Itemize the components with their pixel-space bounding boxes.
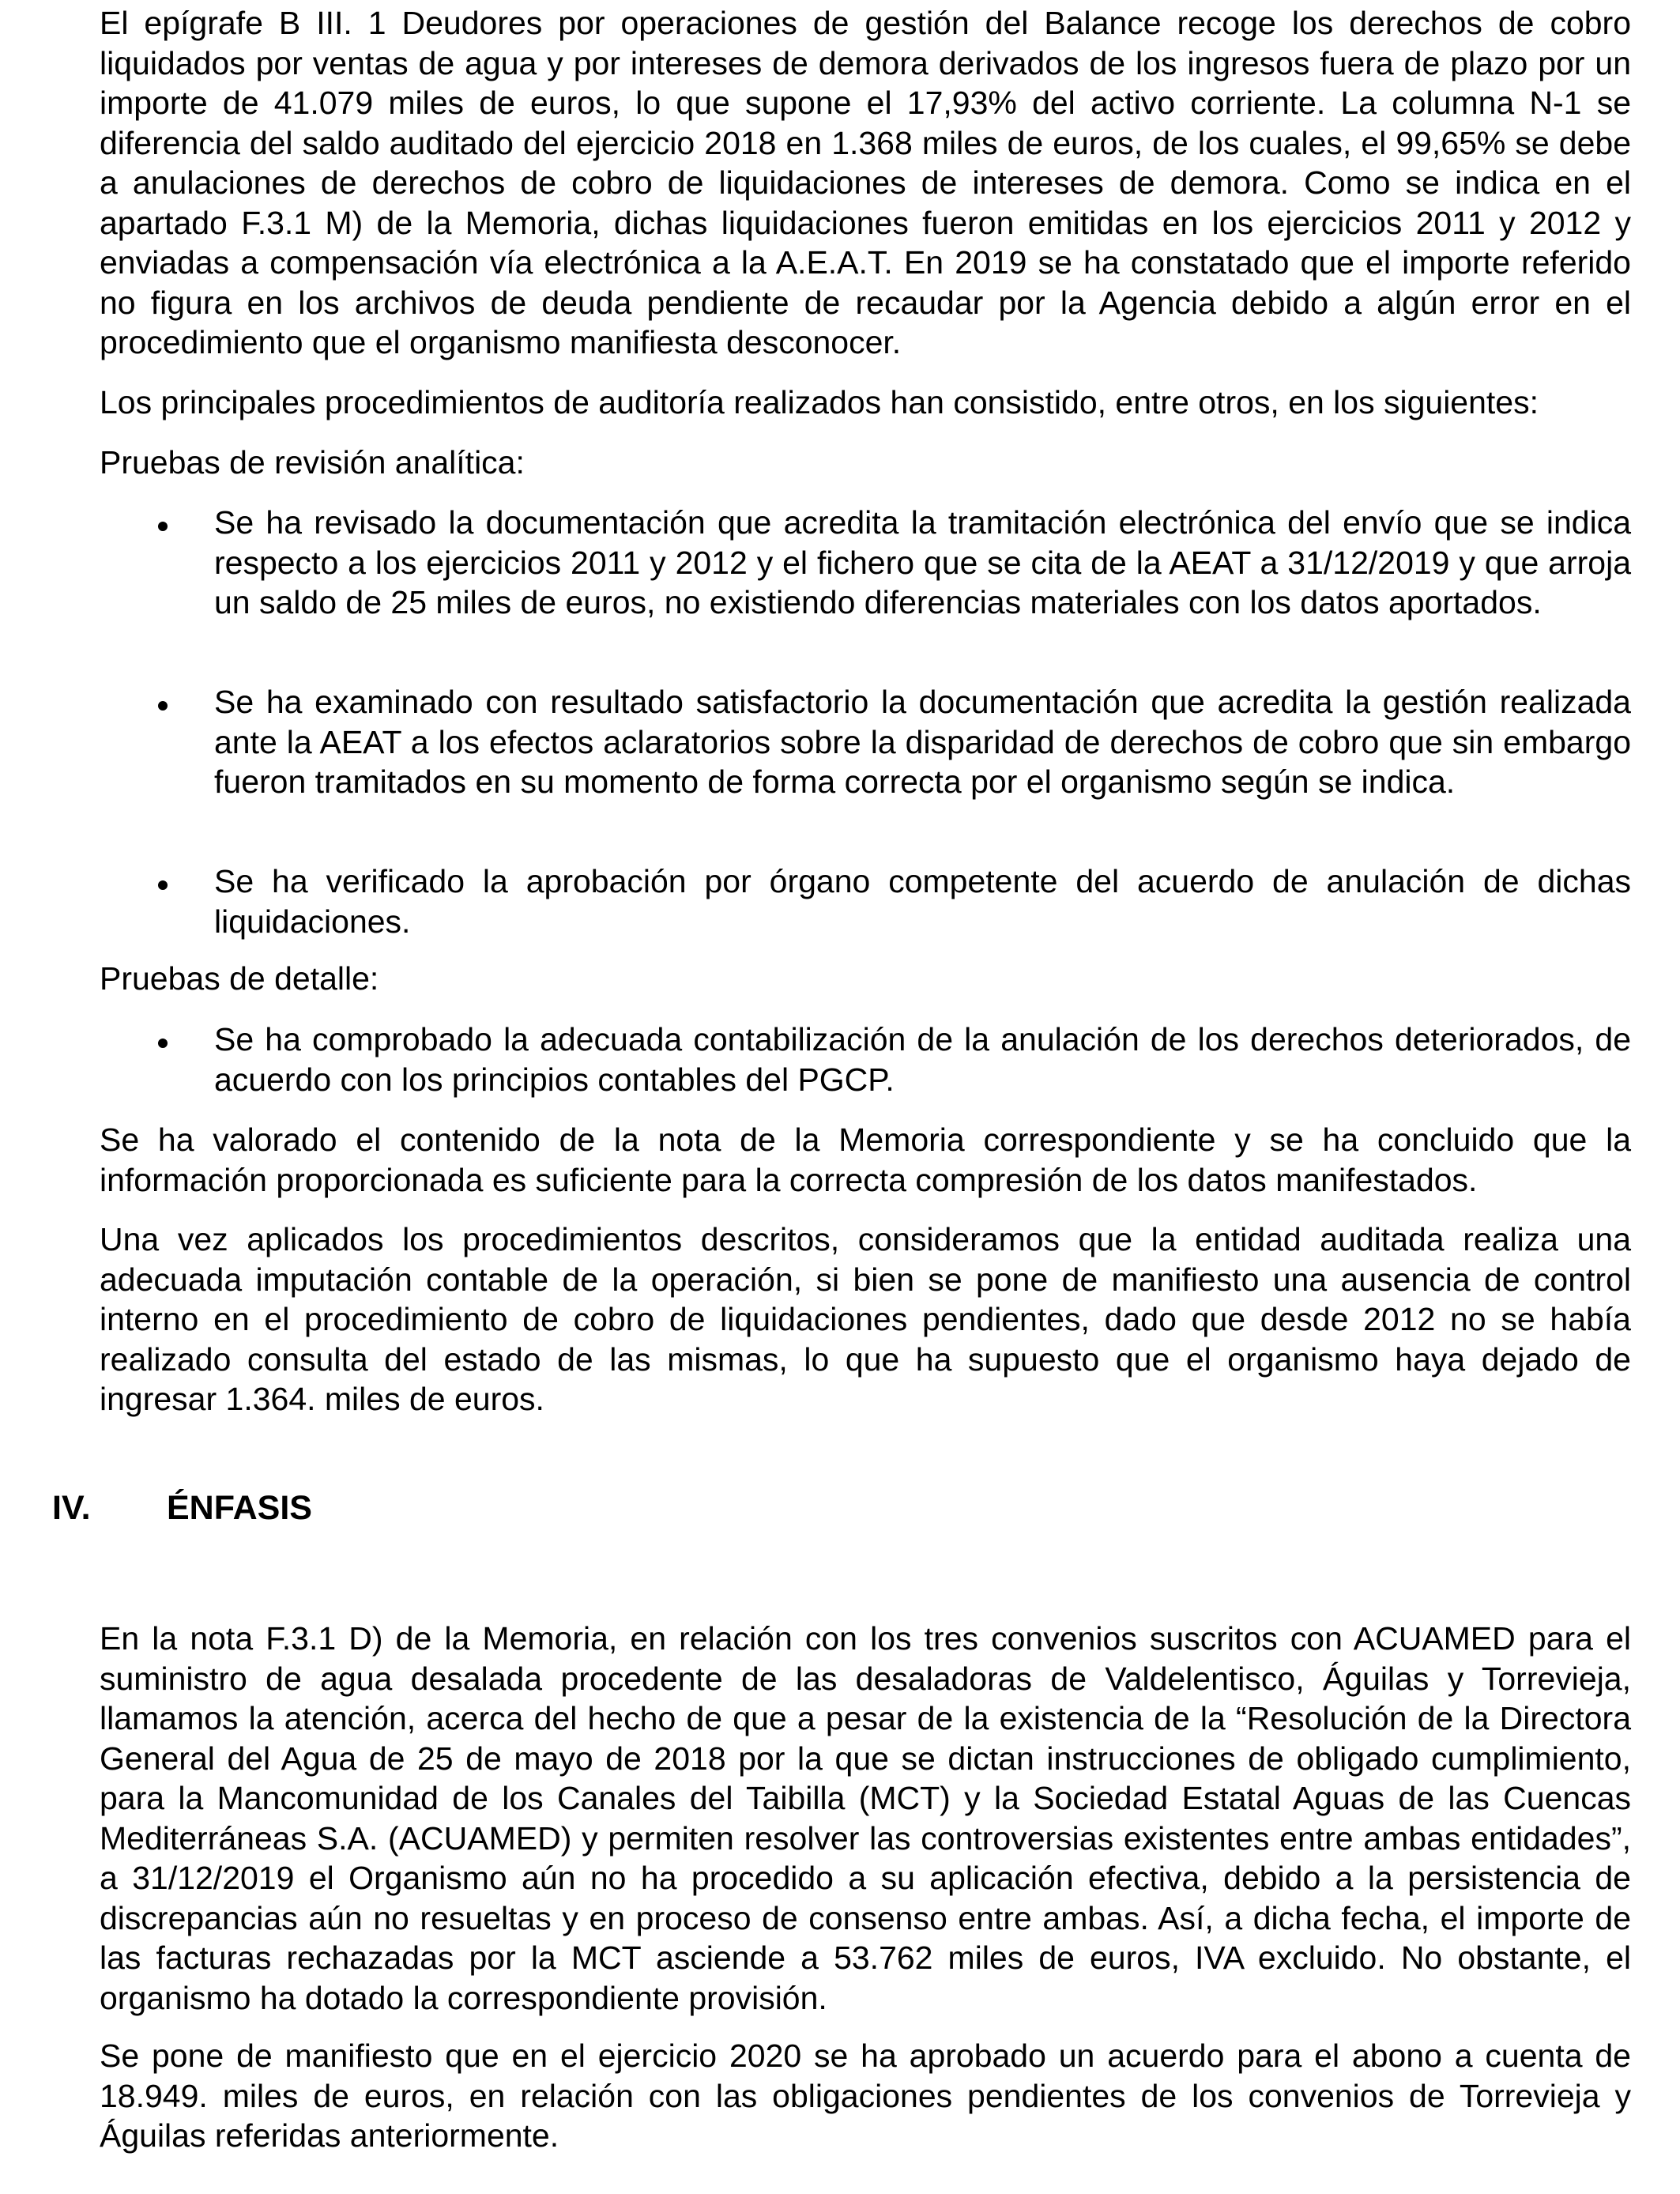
bullet-text: Se ha comprobado la adecuada contabilización de la anulación de los derechos deteriorados, de acuerdo con los principios contables del PGCP. xyxy=(214,1021,1631,1098)
paragraph-deudores: El epígrafe B III. 1 Deudores por operaciones de gestión del Balance recoge los derechos de cobro liquidados por ventas de agua y por intereses de demora derivados de los ingresos fuera de plazo por un importe de 41.079 miles de euros, lo que supone el 17,93% del activo corriente. La columna N-1 se diferencia del saldo auditado del ejercicio 2018 en 1.368 miles de euros, de los cuales, el 99,65% se debe a anulaciones de derechos de cobro de liquidaciones de intereses de demora. Como se indica en el apartado F.3.1 M) de la Memoria, dichas liquidaciones fueron emitidas en los ejercicios 2011 y 2012 y enviadas a compensación vía electrónica a la A.E.A.T. En 2019 se ha constatado que el importe referido no figura en los archivos de deuda pendiente de recaudar por la Agencia debido a algún error en el procedimiento que el organismo manifiesta desconocer. xyxy=(100,5,1631,360)
list-item xyxy=(100,861,1631,941)
pruebas-detalle-heading: Pruebas de detalle: xyxy=(100,960,379,997)
section-heading-enfasis xyxy=(52,1486,312,1530)
bullet-icon xyxy=(158,701,168,711)
paragraph-conclusion: Una vez aplicados los procedimientos descritos, consideramos que la entidad auditada realiza una adecuada imputación contable de la operación, si bien se pone de manifiesto una ausencia de control interno en el procedimiento de cobro de liquidaciones pendientes, dado que desde 2012 no se había realizado consulta del estado de las mismas, lo que ha supuesto que el organismo haya dejado de ingresar 1.364. miles de euros. xyxy=(100,1221,1631,1417)
section-number: IV. xyxy=(52,1489,91,1527)
list-item xyxy=(100,1020,1631,1099)
paragraph-acuerdo-2020: Se pone de manifiesto que en el ejercicio 2020 se ha aprobado un acuerdo para el abono a cuenta de 18.949. miles de euros, en relación con las obligaciones pendientes de los convenios de Torrevieja y Águilas referidas anteriormente. xyxy=(100,2038,1631,2154)
bullet-icon xyxy=(158,880,168,890)
bullet-text: Se ha verificado la aprobación por órgano competente del acuerdo de anulación de dichas liquidaciones. xyxy=(214,863,1631,940)
bullet-icon xyxy=(158,522,168,531)
section-title: ÉNFASIS xyxy=(167,1489,312,1527)
list-item xyxy=(100,682,1631,802)
paragraph-procedimientos-intro: Los principales procedimientos de auditoría realizados han consistido, entre otros, en los siguientes: xyxy=(100,384,1539,420)
paragraph-valoracion: Se ha valorado el contenido de la nota de la Memoria correspondiente y se ha concluido que la información proporcionada es suficiente para la correcta compresión de los datos manifestados. xyxy=(100,1122,1631,1198)
pruebas-analitica-heading: Pruebas de revisión analítica: xyxy=(100,444,525,481)
bullet-icon xyxy=(158,1039,168,1048)
bullet-text: Se ha revisado la documentación que acredita la tramitación electrónica del envío que se indica respecto a los ejercicios 2011 y 2012 y el fichero que se cita de la AEAT a 31/12/2019 y que arroja un saldo de 25 miles de euros, no existiendo diferencias materiales con los datos aportados. xyxy=(214,504,1631,620)
bullet-text: Se ha examinado con resultado satisfactorio la documentación que acredita la gestión realizada ante la AEAT a los efectos aclaratorios sobre la disparidad de derechos de cobro que sin embargo fueron tramitados en su momento de forma correcta por el organismo según se indica. xyxy=(214,684,1631,800)
paragraph-enfasis-nota: En la nota F.3.1 D) de la Memoria, en relación con los tres convenios suscritos con ACUAMED para el suministro de agua desalada procedente de las desaladoras de Valdelentisco, Águilas y Torrevieja, llamamos la atención, acerca del hecho de que a pesar de la existencia de la “Resolución de la Directora General del Agua de 25 de mayo de 2018 por la que se dictan instrucciones de obligado cumplimiento, para la Mancomunidad de los Canales del Taibilla (MCT) y la Sociedad Estatal Aguas de las Cuencas Mediterráneas S.A. (ACUAMED) y permiten resolver las controversias existentes entre ambas entidades”, a 31/12/2019 el Organismo aún no ha procedido a su aplicación efectiva, debido a la persistencia de discrepancias aún no resueltas y en proceso de consenso entre ambas. Así, a dicha fecha, el importe de las facturas rechazadas por la MCT asciende a 53.762 miles de euros, IVA excluido. No obstante, el organismo ha dotado la correspondiente provisión. xyxy=(100,1620,1631,2016)
list-item xyxy=(100,503,1631,623)
